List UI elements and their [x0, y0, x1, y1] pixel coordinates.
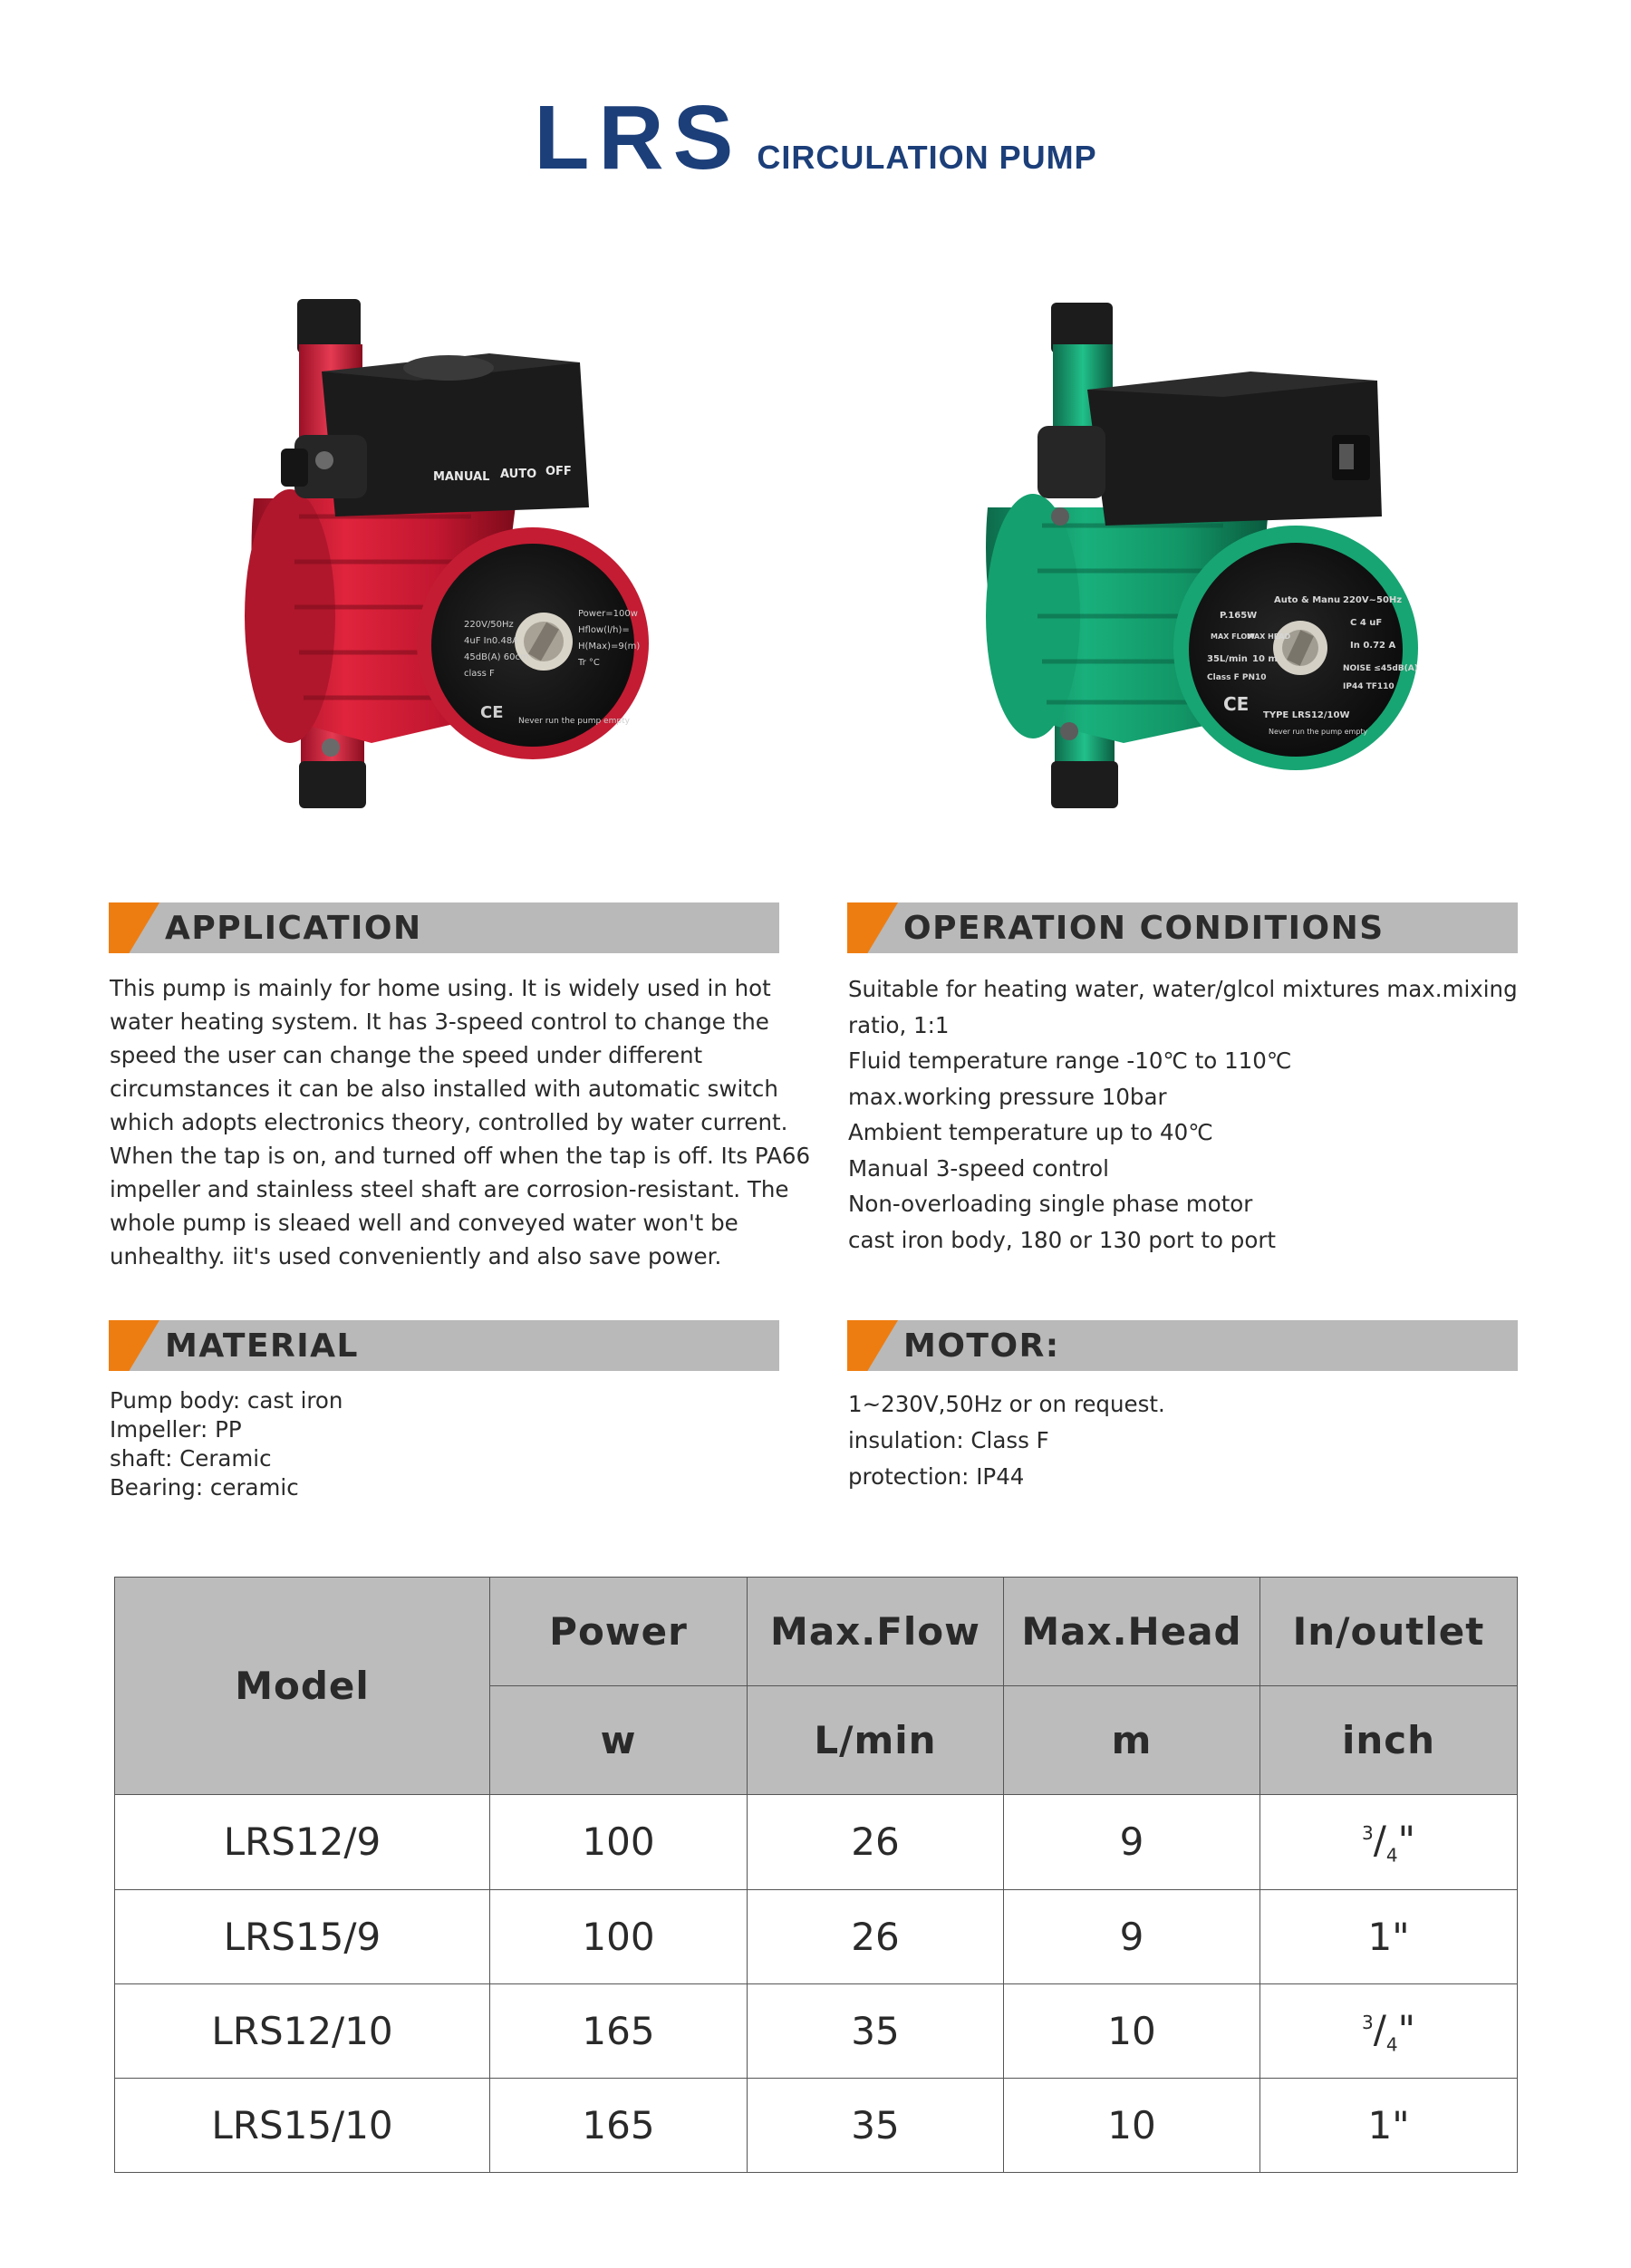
operation-heading: OPERATION CONDITIONS: [903, 910, 1385, 947]
application-line: This pump is mainly for home using. It is widely used in hot: [110, 975, 771, 1001]
green-nameplate-power: P.165W: [1220, 611, 1258, 621]
header-head: Max.Head: [1004, 1578, 1260, 1686]
port-cell: [1260, 2078, 1518, 2172]
operation-header: [847, 902, 1518, 953]
green-nameplate-maxflow: MAX FLOW: [1211, 632, 1256, 641]
motor-text: [848, 1386, 1519, 1495]
nameplate-left-2: 4uF In0.48A: [464, 636, 519, 646]
motor-header: [847, 1320, 1518, 1371]
orange-tab-marker: [109, 1320, 159, 1371]
green-nameplate-capacitor: C 4 uF: [1350, 618, 1383, 628]
application-line: which adopts electronics theory, controlled by water current.: [110, 1109, 788, 1135]
green-nameplate-mode: Auto & Manu: [1274, 595, 1341, 605]
green-nameplate-ip: IP44 TF110: [1343, 682, 1395, 691]
switch-label-auto: AUTO: [500, 468, 537, 481]
port-numerator: 3: [1362, 2011, 1374, 2033]
flow-cell: 35: [748, 2078, 1004, 2172]
application-line: unhealthy. iit's used conveniently and also save power.: [110, 1243, 722, 1269]
header-power: Power: [490, 1578, 748, 1686]
model-cell: LRS15/9: [115, 1889, 490, 1983]
material-text: [110, 1386, 780, 1502]
nameplate-right-3: H(Max)=9(m): [578, 642, 641, 651]
operation-line: Fluid temperature range -10℃ to 110℃: [848, 1047, 1292, 1074]
material-line: Pump body: cast iron: [110, 1387, 343, 1414]
unit-flow: L/min: [748, 1686, 1004, 1795]
title-main: LRS: [534, 87, 743, 188]
operation-line: max.working pressure 10bar: [848, 1083, 1167, 1110]
power-cell: 100: [490, 1795, 748, 1889]
page-title: [0, 86, 1631, 190]
port-value: 1": [1367, 1914, 1410, 1959]
green-nameplate-current: In 0.72 A: [1350, 641, 1396, 651]
application-line: impeller and stainless steel shaft are corrosion-resistant. The: [110, 1176, 789, 1202]
unit-port: inch: [1260, 1686, 1518, 1795]
port-cell: [1260, 1889, 1518, 1983]
green-warning-text: Never run the pump empty: [1269, 728, 1368, 736]
power-cell: 165: [490, 2078, 748, 2172]
orange-tab-marker: [847, 902, 898, 953]
green-nameplate-maxhead: MAX HEAD: [1247, 632, 1291, 641]
model-cell: LRS12/10: [115, 1983, 490, 2078]
model-cell: LRS15/10: [115, 2078, 490, 2172]
red-ce-mark: CE: [480, 703, 504, 722]
table-row: [115, 1795, 1518, 1889]
material-line: Bearing: ceramic: [110, 1474, 299, 1501]
port-inch-mark: ": [1397, 1818, 1415, 1863]
table-row: [115, 1889, 1518, 1983]
header-flow: Max.Flow: [748, 1578, 1004, 1686]
switch-label-manual: MANUAL: [433, 470, 490, 484]
head-cell: 9: [1004, 1795, 1260, 1889]
green-pump-image: [951, 290, 1432, 825]
nameplate-left-3: 45dB(A) 60cm: [464, 652, 529, 662]
operation-line: Non-overloading single phase motor: [848, 1191, 1253, 1217]
flow-cell: 35: [748, 1983, 1004, 2078]
model-cell: LRS12/9: [115, 1795, 490, 1889]
application-line: speed the user can change the speed under different: [110, 1042, 703, 1068]
flow-cell: 26: [748, 1889, 1004, 1983]
table-row: [115, 2078, 1518, 2172]
application-header: [109, 902, 779, 953]
green-nameplate-class: Class F PN10: [1207, 673, 1267, 682]
application-line: whole pump is sleaed well and conveyed water won't be: [110, 1210, 738, 1236]
material-header: [109, 1320, 779, 1371]
orange-tab-marker: [109, 902, 159, 953]
green-nameplate-flow: 35L/min: [1207, 654, 1248, 664]
red-warning-text: Never run the pump empty: [518, 717, 630, 726]
port-cell: $^3/_4$": [1260, 1983, 1518, 2078]
header-port: In/outlet: [1260, 1578, 1518, 1686]
operation-line: Suitable for heating water, water/glcol mixtures max.mixing: [848, 976, 1518, 1002]
port-denominator: 4: [1385, 1844, 1398, 1867]
application-text: [110, 971, 811, 1273]
operation-line: ratio, 1:1: [848, 1011, 950, 1038]
nameplate-right-1: Power=100w: [578, 609, 638, 619]
operation-line: cast iron body, 180 or 130 port to port: [848, 1226, 1277, 1253]
power-cell: 100: [490, 1889, 748, 1983]
port-denominator: 4: [1385, 2032, 1398, 2055]
operation-line: Manual 3-speed control: [848, 1154, 1109, 1182]
material-line: shaft: Ceramic: [110, 1445, 272, 1472]
power-cell: 165: [490, 1983, 748, 2078]
green-nameplate-voltage: 220V~50Hz: [1343, 595, 1403, 605]
red-pump-image: [217, 290, 671, 825]
application-heading: APPLICATION: [165, 910, 422, 947]
nameplate-right-2: Hflow(l/h)=: [578, 625, 630, 635]
spec-table: [114, 1577, 1518, 2173]
motor-heading: MOTOR:: [903, 1327, 1060, 1365]
operation-text: [848, 971, 1519, 1258]
nameplate-left-1: 220V/50Hz: [464, 620, 514, 630]
material-heading: MATERIAL: [165, 1327, 359, 1365]
flow-cell: 26: [748, 1795, 1004, 1889]
head-cell: 10: [1004, 1983, 1260, 2078]
green-nameplate-head: 10 m: [1252, 654, 1278, 664]
motor-line: insulation: Class F: [848, 1427, 1049, 1453]
switch-label-off: OFF: [545, 465, 572, 478]
unit-head: m: [1004, 1686, 1260, 1795]
application-line: When the tap is on, and turned off when the tap is off. Its PA66: [110, 1143, 811, 1169]
orange-tab-marker: [847, 1320, 898, 1371]
title-sub: CIRCULATION PUMP: [757, 139, 1097, 176]
motor-line: protection: IP44: [848, 1463, 1025, 1490]
port-inch-mark: ": [1397, 2006, 1415, 2051]
nameplate-right-4: Tr °C: [578, 658, 600, 668]
green-nameplate-type: TYPE LRS12/10W: [1263, 710, 1350, 720]
material-line: Impeller: PP: [110, 1416, 242, 1443]
port-numerator: 3: [1362, 1822, 1374, 1845]
head-cell: 10: [1004, 2078, 1260, 2172]
application-line: circumstances it can be also installed with automatic switch: [110, 1076, 778, 1102]
operation-line: Ambient temperature up to 40℃: [848, 1119, 1213, 1145]
green-nameplate-noise: NOISE ≤45dB(A): [1343, 664, 1418, 673]
application-line: water heating system. It has 3-speed control to change the: [110, 1009, 769, 1035]
port-cell: $^3/_4$": [1260, 1795, 1518, 1889]
green-ce-mark: CE: [1223, 693, 1250, 715]
header-model: Model: [115, 1578, 490, 1795]
motor-line: 1~230V,50Hz or on request.: [848, 1391, 1165, 1417]
table-row: [115, 1983, 1518, 2078]
port-value: 1": [1367, 2102, 1410, 2147]
nameplate-left-4: class F: [464, 669, 495, 679]
head-cell: 9: [1004, 1889, 1260, 1983]
unit-power: w: [490, 1686, 748, 1795]
